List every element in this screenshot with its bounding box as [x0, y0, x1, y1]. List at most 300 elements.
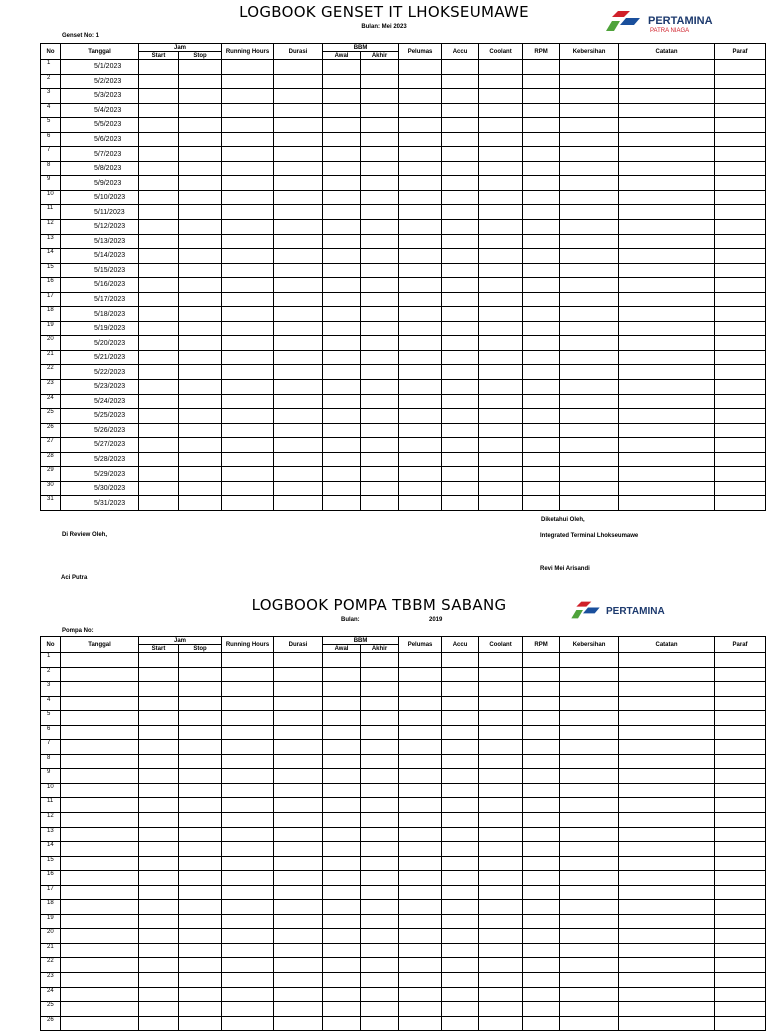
- empty-cell: [715, 74, 766, 89]
- empty-cell: [222, 89, 274, 104]
- empty-cell: [179, 452, 222, 467]
- empty-cell: [479, 336, 523, 351]
- empty-cell: [274, 798, 323, 813]
- empty-cell: [274, 987, 323, 1002]
- empty-cell: [139, 769, 179, 784]
- empty-cell: [323, 725, 361, 740]
- empty-cell: [139, 856, 179, 871]
- empty-cell: [323, 350, 361, 365]
- empty-cell: [399, 682, 442, 697]
- empty-cell: [179, 481, 222, 496]
- empty-cell: [323, 60, 361, 75]
- empty-cell: [139, 871, 179, 886]
- empty-cell: [399, 696, 442, 711]
- row-date: 5/2/2023: [61, 74, 139, 89]
- empty-cell: [139, 176, 179, 191]
- empty-cell: [61, 973, 139, 988]
- empty-cell: [179, 467, 222, 482]
- empty-cell: [479, 350, 523, 365]
- empty-cell: [274, 205, 323, 220]
- col-accu: Accu: [442, 44, 479, 60]
- empty-cell: [715, 943, 766, 958]
- logo-name-2: PERTAMINA: [606, 606, 665, 617]
- empty-cell: [523, 958, 560, 973]
- empty-cell: [139, 60, 179, 75]
- empty-cell: [442, 350, 479, 365]
- empty-cell: [619, 696, 715, 711]
- empty-cell: [619, 813, 715, 828]
- empty-cell: [715, 725, 766, 740]
- empty-cell: [442, 856, 479, 871]
- empty-cell: [361, 118, 399, 133]
- empty-cell: [560, 842, 619, 857]
- empty-cell: [274, 943, 323, 958]
- empty-cell: [619, 336, 715, 351]
- empty-cell: [222, 278, 274, 293]
- empty-cell: [361, 1016, 399, 1031]
- table-row: [41, 929, 766, 944]
- empty-cell: [222, 769, 274, 784]
- empty-cell: [222, 234, 274, 249]
- empty-cell: [619, 856, 715, 871]
- empty-cell: [619, 900, 715, 915]
- empty-cell: [361, 783, 399, 798]
- empty-cell: [523, 467, 560, 482]
- empty-cell: [323, 89, 361, 104]
- empty-cell: [479, 827, 523, 842]
- empty-cell: [179, 132, 222, 147]
- table-row: [41, 409, 766, 424]
- empty-cell: [179, 89, 222, 104]
- empty-cell: [560, 711, 619, 726]
- empty-cell: [139, 452, 179, 467]
- empty-cell: [619, 987, 715, 1002]
- empty-cell: [560, 307, 619, 322]
- empty-cell: [479, 89, 523, 104]
- row-date: 5/9/2023: [61, 176, 139, 191]
- empty-cell: [715, 871, 766, 886]
- empty-cell: [479, 394, 523, 409]
- row-no: 9: [41, 769, 61, 784]
- empty-cell: [442, 278, 479, 293]
- empty-cell: [361, 900, 399, 915]
- empty-cell: [222, 147, 274, 162]
- empty-cell: [222, 885, 274, 900]
- empty-cell: [715, 856, 766, 871]
- empty-cell: [222, 667, 274, 682]
- empty-cell: [139, 394, 179, 409]
- empty-cell: [442, 234, 479, 249]
- empty-cell: [560, 350, 619, 365]
- empty-cell: [523, 900, 560, 915]
- empty-cell: [323, 914, 361, 929]
- row-no: 14: [41, 249, 61, 264]
- empty-cell: [274, 423, 323, 438]
- empty-cell: [222, 783, 274, 798]
- empty-cell: [222, 467, 274, 482]
- empty-cell: [274, 278, 323, 293]
- empty-cell: [442, 783, 479, 798]
- empty-cell: [442, 798, 479, 813]
- empty-cell: [523, 769, 560, 784]
- empty-cell: [139, 292, 179, 307]
- col-accu: Accu: [442, 637, 479, 653]
- empty-cell: [179, 365, 222, 380]
- empty-cell: [361, 943, 399, 958]
- empty-cell: [274, 467, 323, 482]
- empty-cell: [179, 423, 222, 438]
- empty-cell: [523, 725, 560, 740]
- month-label-2: Bulan:: [341, 617, 360, 623]
- empty-cell: [619, 60, 715, 75]
- empty-cell: [61, 856, 139, 871]
- empty-cell: [274, 336, 323, 351]
- empty-cell: [179, 929, 222, 944]
- empty-cell: [442, 176, 479, 191]
- empty-cell: [361, 496, 399, 511]
- empty-cell: [715, 220, 766, 235]
- empty-cell: [560, 798, 619, 813]
- empty-cell: [323, 409, 361, 424]
- empty-cell: [560, 754, 619, 769]
- empty-cell: [560, 682, 619, 697]
- empty-cell: [323, 885, 361, 900]
- empty-cell: [715, 467, 766, 482]
- empty-cell: [323, 798, 361, 813]
- empty-cell: [442, 900, 479, 915]
- empty-cell: [179, 667, 222, 682]
- acknowledged-by-label: Diketahui Oleh,: [541, 517, 585, 523]
- empty-cell: [399, 929, 442, 944]
- row-no: 12: [41, 220, 61, 235]
- row-no: 20: [41, 336, 61, 351]
- empty-cell: [361, 220, 399, 235]
- acknowledger-name: Revi Mei Arisandi: [540, 566, 590, 572]
- empty-cell: [479, 914, 523, 929]
- empty-cell: [323, 336, 361, 351]
- col-jam: Jam: [139, 44, 222, 52]
- empty-cell: [399, 783, 442, 798]
- empty-cell: [523, 380, 560, 395]
- empty-cell: [523, 263, 560, 278]
- empty-cell: [361, 958, 399, 973]
- table-row: [41, 798, 766, 813]
- empty-cell: [523, 176, 560, 191]
- empty-cell: [399, 987, 442, 1002]
- empty-cell: [274, 220, 323, 235]
- empty-cell: [139, 682, 179, 697]
- row-no: 9: [41, 176, 61, 191]
- empty-cell: [479, 234, 523, 249]
- table-row: [41, 958, 766, 973]
- row-no: 3: [41, 89, 61, 104]
- row-no: 22: [41, 365, 61, 380]
- empty-cell: [222, 176, 274, 191]
- empty-cell: [361, 60, 399, 75]
- empty-cell: [619, 234, 715, 249]
- empty-cell: [179, 885, 222, 900]
- col-jam: Jam: [139, 637, 222, 645]
- empty-cell: [222, 161, 274, 176]
- empty-cell: [399, 667, 442, 682]
- empty-cell: [222, 496, 274, 511]
- empty-cell: [442, 696, 479, 711]
- col-paraf: Paraf: [715, 44, 766, 60]
- empty-cell: [139, 827, 179, 842]
- empty-cell: [179, 234, 222, 249]
- empty-cell: [274, 973, 323, 988]
- table-row: [41, 987, 766, 1002]
- row-no: 28: [41, 452, 61, 467]
- empty-cell: [560, 74, 619, 89]
- empty-cell: [179, 103, 222, 118]
- table-row: [41, 973, 766, 988]
- table-row: [41, 740, 766, 755]
- empty-cell: [715, 176, 766, 191]
- empty-cell: [560, 653, 619, 668]
- empty-cell: [715, 682, 766, 697]
- empty-cell: [361, 481, 399, 496]
- table-row: [41, 147, 766, 162]
- empty-cell: [323, 190, 361, 205]
- terminal-name: Integrated Terminal Lhokseumawe: [540, 533, 639, 539]
- empty-cell: [619, 871, 715, 886]
- empty-cell: [479, 813, 523, 828]
- row-no: 15: [41, 263, 61, 278]
- col-akhir: Akhir: [361, 645, 399, 653]
- empty-cell: [222, 711, 274, 726]
- empty-cell: [361, 711, 399, 726]
- empty-cell: [222, 263, 274, 278]
- table-row: [41, 914, 766, 929]
- empty-cell: [479, 321, 523, 336]
- empty-cell: [399, 147, 442, 162]
- row-no: 19: [41, 914, 61, 929]
- month-label: Bulan: Mei 2023: [361, 24, 407, 30]
- logo-name: PERTAMINA: [648, 15, 713, 27]
- row-date: 5/8/2023: [61, 161, 139, 176]
- empty-cell: [139, 467, 179, 482]
- empty-cell: [323, 220, 361, 235]
- empty-cell: [399, 1016, 442, 1031]
- empty-cell: [479, 871, 523, 886]
- empty-cell: [523, 827, 560, 842]
- empty-cell: [179, 394, 222, 409]
- row-date: 5/18/2023: [61, 307, 139, 322]
- row-date: 5/21/2023: [61, 350, 139, 365]
- empty-cell: [619, 914, 715, 929]
- empty-cell: [523, 452, 560, 467]
- empty-cell: [523, 60, 560, 75]
- empty-cell: [323, 769, 361, 784]
- empty-cell: [323, 249, 361, 264]
- empty-cell: [361, 856, 399, 871]
- table-row: [41, 350, 766, 365]
- empty-cell: [442, 1002, 479, 1017]
- empty-cell: [361, 350, 399, 365]
- empty-cell: [274, 871, 323, 886]
- empty-cell: [442, 423, 479, 438]
- empty-cell: [399, 292, 442, 307]
- empty-cell: [139, 885, 179, 900]
- empty-cell: [179, 842, 222, 857]
- empty-cell: [274, 481, 323, 496]
- empty-cell: [619, 350, 715, 365]
- table-row: [41, 234, 766, 249]
- empty-cell: [139, 842, 179, 857]
- empty-cell: [323, 205, 361, 220]
- empty-cell: [442, 220, 479, 235]
- empty-cell: [179, 249, 222, 264]
- empty-cell: [442, 394, 479, 409]
- empty-cell: [715, 653, 766, 668]
- empty-cell: [523, 798, 560, 813]
- empty-cell: [139, 249, 179, 264]
- empty-cell: [399, 754, 442, 769]
- empty-cell: [442, 467, 479, 482]
- col-coolant: Coolant: [479, 44, 523, 60]
- empty-cell: [399, 205, 442, 220]
- empty-cell: [323, 423, 361, 438]
- empty-cell: [222, 943, 274, 958]
- row-date: 5/13/2023: [61, 234, 139, 249]
- empty-cell: [361, 161, 399, 176]
- empty-cell: [61, 798, 139, 813]
- empty-cell: [323, 958, 361, 973]
- row-no: 7: [41, 740, 61, 755]
- row-no: 12: [41, 813, 61, 828]
- empty-cell: [523, 740, 560, 755]
- empty-cell: [179, 769, 222, 784]
- empty-cell: [442, 827, 479, 842]
- empty-cell: [399, 885, 442, 900]
- empty-cell: [222, 249, 274, 264]
- pertamina-logo-2: [571, 600, 681, 622]
- row-no: 31: [41, 496, 61, 511]
- empty-cell: [619, 307, 715, 322]
- empty-cell: [139, 350, 179, 365]
- col-rpm: RPM: [523, 44, 560, 60]
- empty-cell: [399, 380, 442, 395]
- pertamina-logo: [606, 9, 746, 35]
- empty-cell: [715, 1016, 766, 1031]
- row-no: 5: [41, 711, 61, 726]
- empty-cell: [442, 452, 479, 467]
- empty-cell: [139, 1016, 179, 1031]
- empty-cell: [715, 278, 766, 293]
- empty-cell: [222, 423, 274, 438]
- empty-cell: [222, 307, 274, 322]
- empty-cell: [479, 176, 523, 191]
- empty-cell: [222, 798, 274, 813]
- empty-cell: [560, 249, 619, 264]
- empty-cell: [323, 667, 361, 682]
- row-no: 24: [41, 987, 61, 1002]
- empty-cell: [619, 827, 715, 842]
- empty-cell: [479, 103, 523, 118]
- empty-cell: [179, 943, 222, 958]
- empty-cell: [139, 409, 179, 424]
- col-rpm: RPM: [523, 637, 560, 653]
- empty-cell: [274, 161, 323, 176]
- empty-cell: [323, 783, 361, 798]
- empty-cell: [323, 711, 361, 726]
- empty-cell: [179, 336, 222, 351]
- table-row: [41, 249, 766, 264]
- empty-cell: [179, 60, 222, 75]
- empty-cell: [274, 783, 323, 798]
- empty-cell: [523, 147, 560, 162]
- empty-cell: [399, 118, 442, 133]
- empty-cell: [179, 147, 222, 162]
- col-durasi: Durasi: [274, 637, 323, 653]
- empty-cell: [560, 452, 619, 467]
- empty-cell: [619, 467, 715, 482]
- empty-cell: [222, 871, 274, 886]
- col-no: No: [41, 637, 61, 653]
- empty-cell: [323, 467, 361, 482]
- empty-cell: [442, 885, 479, 900]
- empty-cell: [523, 667, 560, 682]
- empty-cell: [179, 205, 222, 220]
- empty-cell: [323, 496, 361, 511]
- row-no: 11: [41, 798, 61, 813]
- empty-cell: [399, 350, 442, 365]
- empty-cell: [361, 205, 399, 220]
- col-akhir: Akhir: [361, 52, 399, 60]
- empty-cell: [479, 754, 523, 769]
- empty-cell: [139, 147, 179, 162]
- empty-cell: [361, 452, 399, 467]
- empty-cell: [361, 871, 399, 886]
- empty-cell: [179, 987, 222, 1002]
- empty-cell: [361, 132, 399, 147]
- empty-cell: [222, 74, 274, 89]
- empty-cell: [361, 667, 399, 682]
- empty-cell: [179, 409, 222, 424]
- table-row: [41, 176, 766, 191]
- empty-cell: [619, 365, 715, 380]
- empty-cell: [399, 220, 442, 235]
- empty-cell: [619, 161, 715, 176]
- table-row: [41, 307, 766, 322]
- empty-cell: [479, 769, 523, 784]
- table-row: [41, 278, 766, 293]
- empty-cell: [399, 365, 442, 380]
- empty-cell: [399, 900, 442, 915]
- empty-cell: [715, 350, 766, 365]
- table-row: [41, 900, 766, 915]
- empty-cell: [715, 321, 766, 336]
- empty-cell: [222, 973, 274, 988]
- empty-cell: [139, 813, 179, 828]
- empty-cell: [619, 409, 715, 424]
- empty-cell: [523, 423, 560, 438]
- empty-cell: [399, 452, 442, 467]
- empty-cell: [619, 452, 715, 467]
- logbook-table-2: [40, 636, 766, 1031]
- empty-cell: [523, 321, 560, 336]
- empty-cell: [715, 380, 766, 395]
- row-date: 5/26/2023: [61, 423, 139, 438]
- empty-cell: [323, 176, 361, 191]
- empty-cell: [715, 842, 766, 857]
- empty-cell: [61, 929, 139, 944]
- col-catatan: Catatan: [619, 637, 715, 653]
- empty-cell: [222, 929, 274, 944]
- empty-cell: [523, 394, 560, 409]
- empty-cell: [619, 842, 715, 857]
